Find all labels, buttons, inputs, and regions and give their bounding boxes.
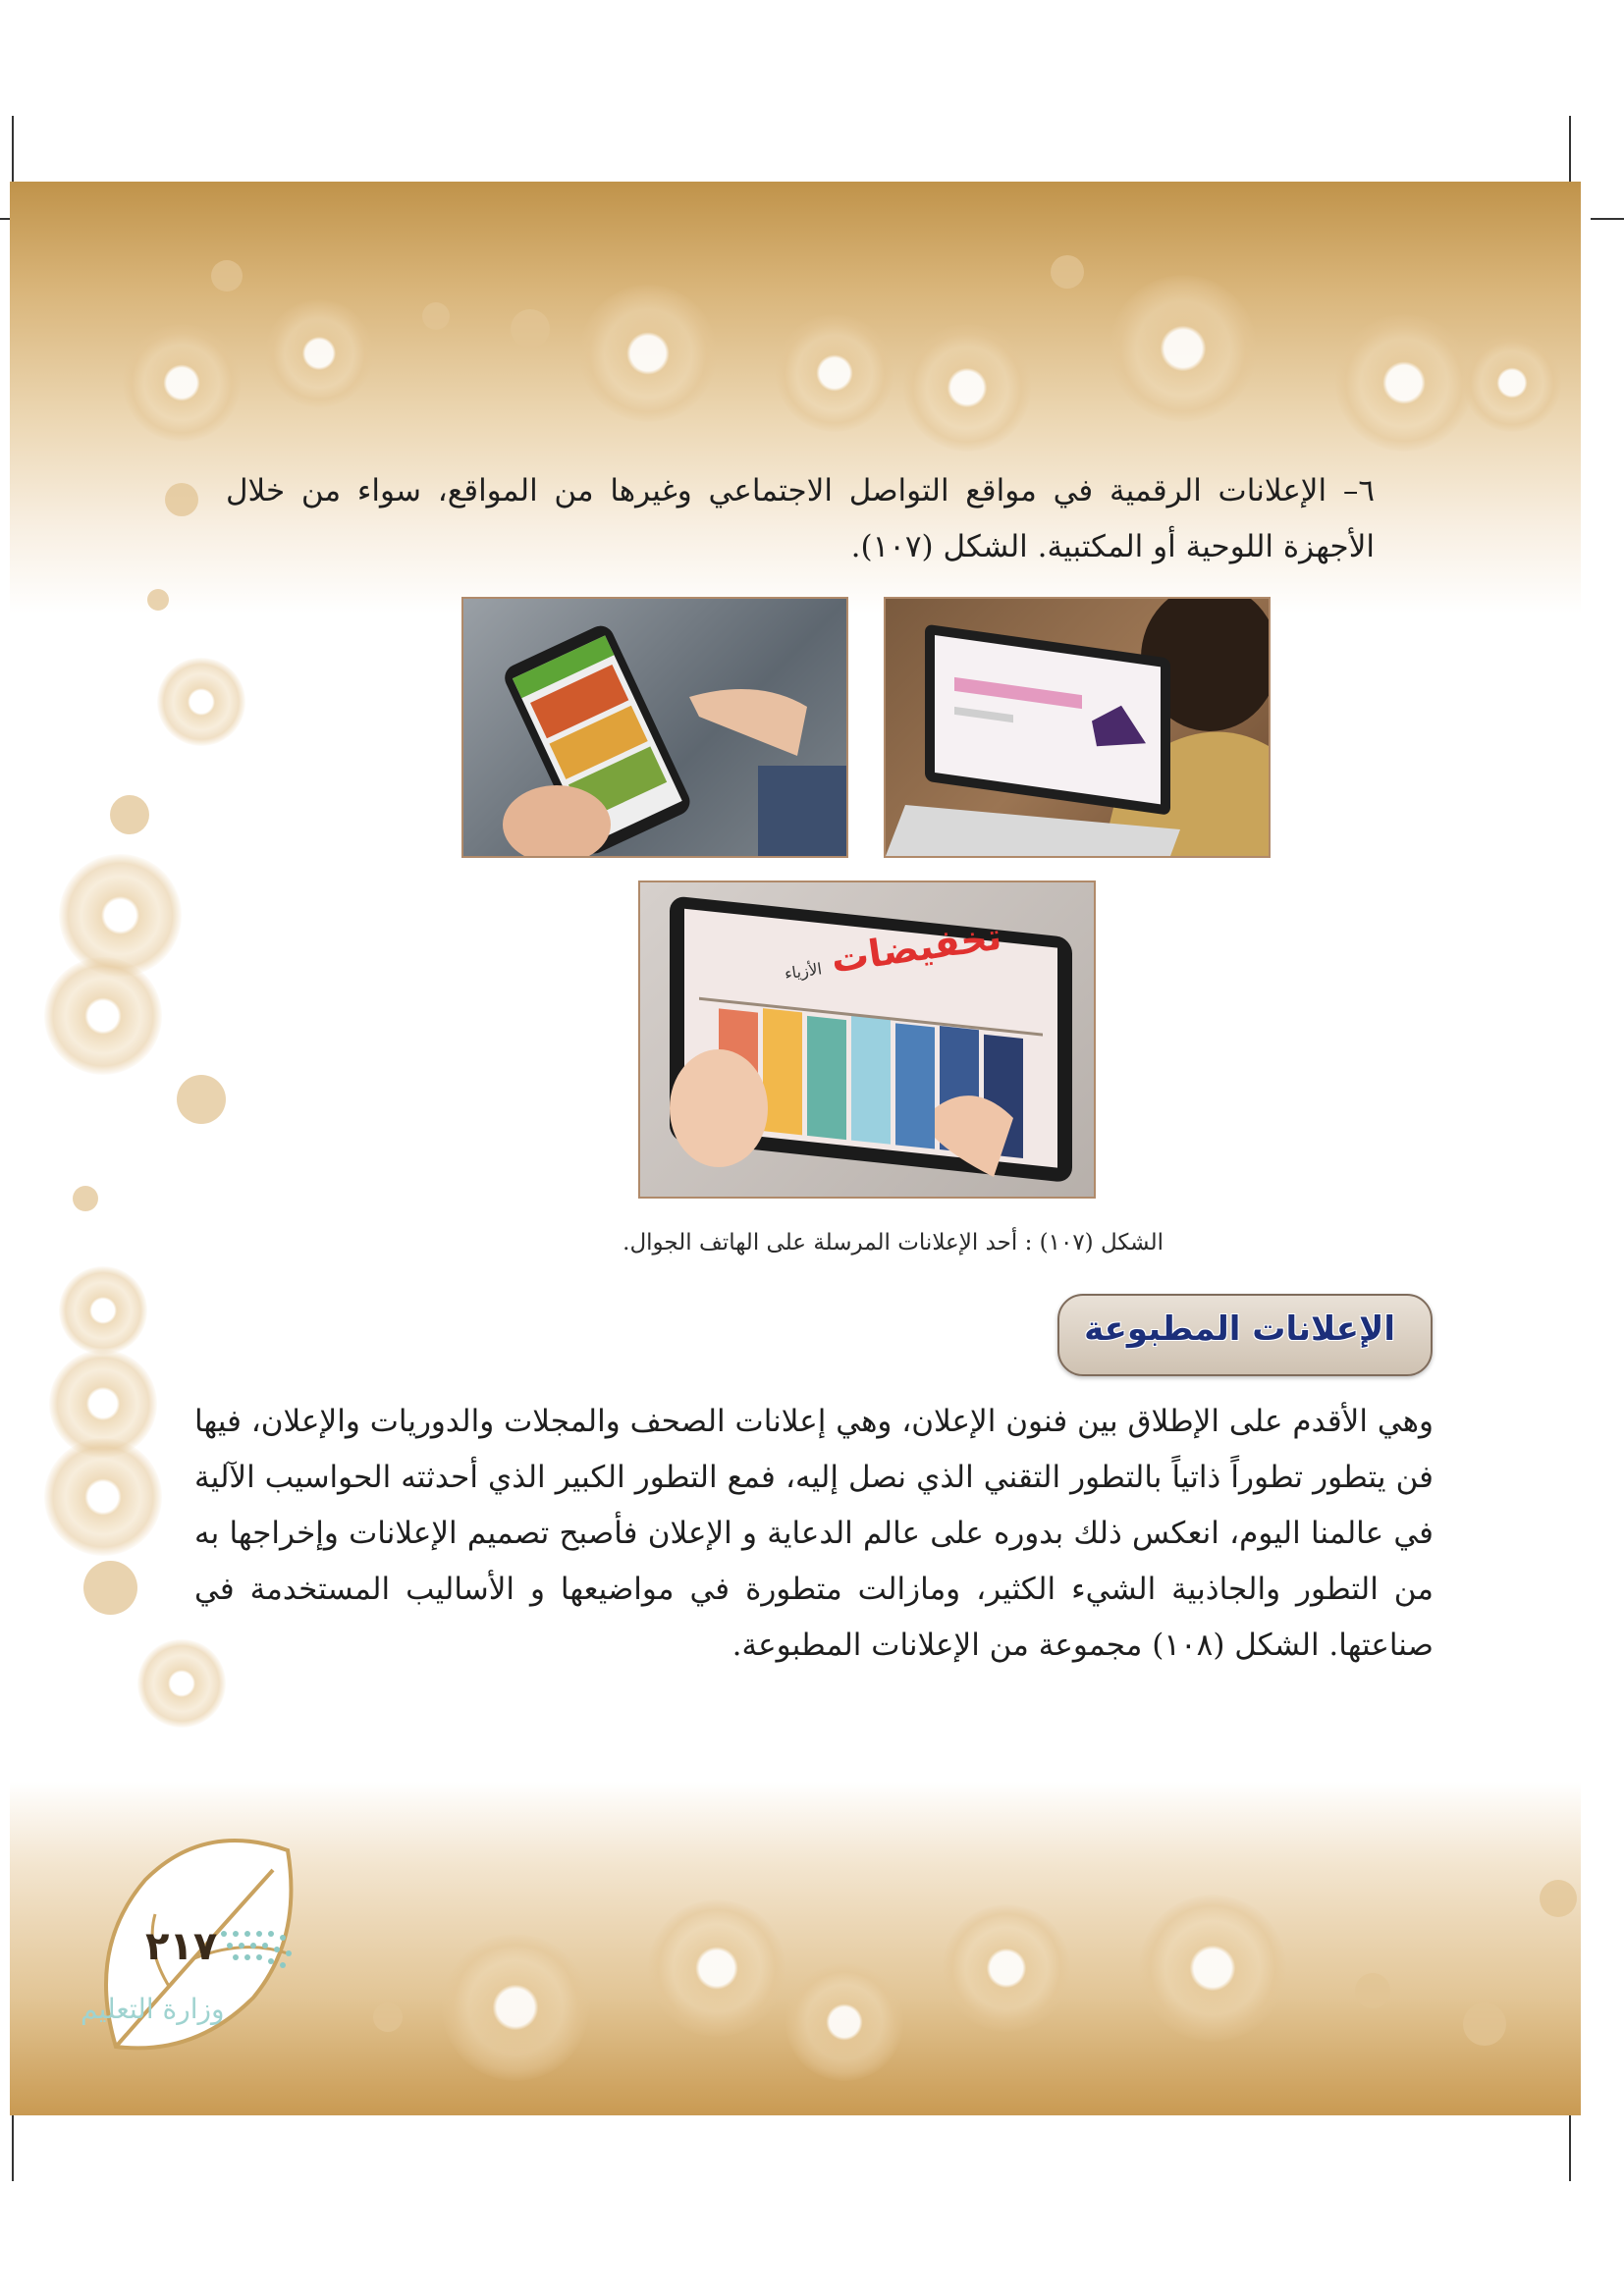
section-heading-box (1057, 1294, 1433, 1376)
dot-ornament (211, 260, 243, 292)
flower-ornament (903, 324, 1031, 452)
flower-ornament (785, 1963, 903, 2081)
phone-illustration (463, 599, 846, 856)
ministry-logo-text: وزارة التعليم (81, 1993, 225, 2025)
dot-ornament (83, 1561, 137, 1615)
dot-ornament (511, 309, 550, 348)
flower-ornament (44, 957, 162, 1075)
flower-ornament (123, 324, 241, 442)
tablet-sign-sub: الأزياء (783, 959, 824, 984)
flower-ornament (59, 1266, 147, 1355)
flower-ornament (1110, 275, 1257, 422)
dot-ornament (147, 589, 169, 611)
dot-ornament (165, 483, 198, 516)
dot-ornament (1540, 1880, 1577, 1917)
dot-ornament (1051, 255, 1084, 289)
dot-ornament (1463, 2002, 1506, 2046)
flower-ornament (648, 1899, 785, 2037)
flower-ornament (157, 658, 245, 746)
dot-ornament (177, 1075, 226, 1124)
dot-ornament (110, 795, 149, 834)
laptop-illustration (886, 599, 1269, 856)
flower-ornament (1463, 334, 1561, 432)
dot-ornament (73, 1186, 98, 1211)
page-number: ٢١٧ (145, 1924, 218, 1969)
flower-ornament (579, 285, 717, 422)
flower-ornament (943, 1904, 1070, 2032)
ministry-dots-icon (214, 1924, 322, 1983)
dot-ornament (1355, 1973, 1390, 2008)
printed-ads-paragraph: وهي الأقدم على الإطلاق بين فنون الإعلان، وهي إعلانات الصحف والمجلات والدوريات والإعلان، فيها فن يتطور تطوراً ذاتياً بالتطور التقني الذي نصل إليه، فمع التطور الكبير الذي أحدثته الحواسيب الآلية في عالمنا اليوم، انعكس ذلك بدوره على عالم الدعاية و الإعلان فأصبح تصميم الإعلانات وإخراجها به من التطور والجاذبية الشيء الكثير، ومازالت متطورة في مواضيعها و الأساليب المستخدمة في صناعتها. الشكل (١٠٨) مجموعة من الإعلانات المطبوعة. (194, 1404, 1434, 1663)
tablet-sign-main: تخفيضات (828, 914, 1004, 982)
tablet-advert-photo (638, 881, 1096, 1199)
dot-ornament (422, 302, 450, 330)
flower-ornament (442, 1934, 589, 2081)
dot-ornament (373, 2002, 403, 2032)
flower-ornament (776, 314, 893, 432)
section-heading: الإعلانات المطبوعة (1084, 1309, 1395, 1349)
tablet-illustration (640, 882, 1094, 1197)
crop-mark (1591, 218, 1624, 220)
flower-ornament (1139, 1895, 1286, 2042)
flower-ornament (59, 854, 182, 977)
flower-ornament (265, 299, 373, 407)
phone-advert-photo (461, 597, 848, 858)
flower-ornament (1335, 314, 1473, 452)
figure-caption: الشكل (١٠٧) : أحد الإعلانات المرسلة على الهاتف الجوال. (623, 1230, 1164, 1255)
item-6-paragraph: ٦– الإعلانات الرقمية في مواقع التواصل الاجتماعي وغيرها من المواقع، سواء من خلال الأجهزة اللوحية أو المكتبية. الشكل (١٠٧). (226, 473, 1375, 564)
laptop-advert-photo (884, 597, 1271, 858)
flower-ornament (44, 1438, 162, 1556)
